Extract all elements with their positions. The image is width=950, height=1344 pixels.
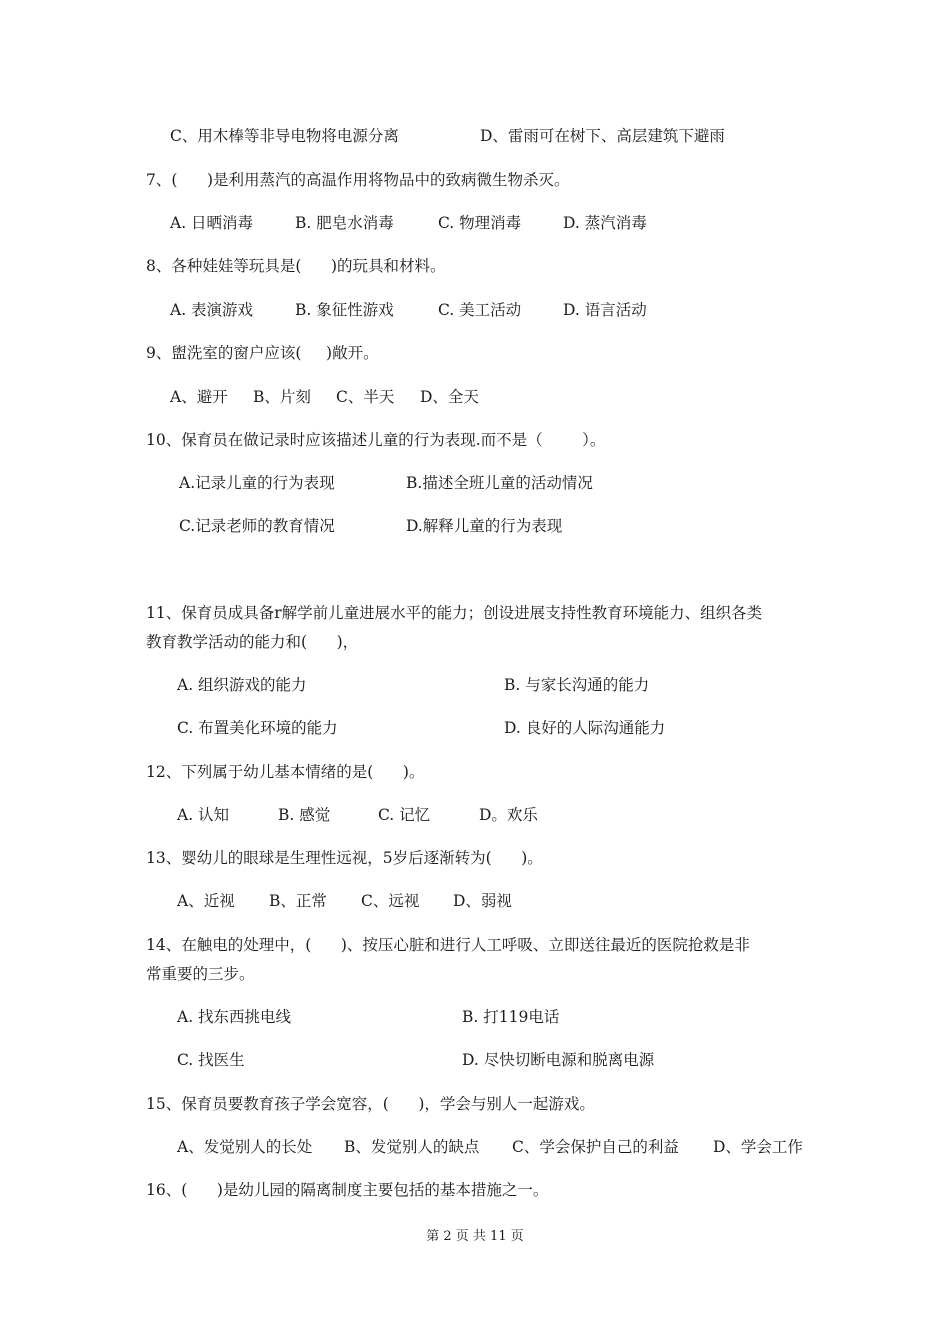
q8-stem: 8、各种娃娃等玩具是( )的玩具和材料。 (146, 257, 446, 275)
q13-option-c: C、远视 (361, 892, 420, 910)
q15-option-a: A、发觉别人的长处 (177, 1138, 313, 1156)
q14-option-c: C. 找医生 (177, 1051, 245, 1069)
q11-option-c: C. 布置美化环境的能力 (177, 719, 338, 737)
q10-option-b: B.描述全班儿童的活动情况 (406, 474, 593, 492)
q7-option-b: B. 肥皂水消毒 (295, 214, 394, 232)
q14-stem-line1: 14、在触电的处理中，( )、按压心脏和进行人工呼吸、立即送往最近的医院抢救是非 (146, 936, 750, 954)
q7-stem: 7、( )是利用蒸汽的高温作用将物品中的致病微生物杀灭。 (146, 171, 570, 189)
q11-stem-line1: 11、保育员成具备r解学前儿童进展水平的能力；创设进展支持性教育环境能力、组织各类 (146, 604, 763, 622)
q16-stem: 16、( )是幼儿园的隔离制度主要包括的基本措施之一。 (146, 1181, 549, 1199)
q14-stem-line2: 常重要的三步。 (146, 965, 255, 983)
q8-option-d: D. 语言活动 (563, 301, 647, 319)
q11-option-d: D. 良好的人际沟通能力 (504, 719, 666, 737)
q8-option-b: B. 象征性游戏 (295, 301, 394, 319)
q7-option-d: D. 蒸汽消毒 (563, 214, 647, 232)
q8-option-c: C. 美工活动 (438, 301, 522, 319)
q7-option-a: A. 日晒消毒 (170, 214, 254, 232)
q9-option-d: D、全天 (420, 388, 479, 406)
q10-stem: 10、保育员在做记录时应该描述儿童的行为表现.而不是（ ）。 (146, 431, 606, 449)
q13-option-d: D、弱视 (453, 892, 512, 910)
q15-option-b: B、发觉别人的缺点 (344, 1138, 480, 1156)
q11-option-a: A. 组织游戏的能力 (177, 676, 307, 694)
q15-option-d: D、学会工作 (713, 1138, 803, 1156)
q12-stem: 12、下列属于幼儿基本情绪的是( )。 (146, 763, 425, 781)
q9-stem: 9、盥洗室的窗户应该( )敞开。 (146, 344, 379, 362)
page-footer: 第 2 页 共 11 页 (426, 1229, 524, 1244)
q12-option-c: C. 记忆 (378, 806, 431, 824)
q9-option-c: C、半天 (336, 388, 395, 406)
q11-stem-line2: 教育教学活动的能力和( )， (146, 633, 359, 651)
q13-option-b: B、正常 (269, 892, 327, 910)
q7-option-c: C. 物理消毒 (438, 214, 522, 232)
q9-option-b: B、片刻 (253, 388, 311, 406)
q11-option-b: B. 与家长沟通的能力 (504, 676, 650, 694)
q10-option-c: C.记录老师的教育情况 (179, 517, 335, 535)
q6-option-c: C、用木棒等非导电物将电源分离 (170, 127, 399, 145)
q12-option-a: A. 认知 (177, 806, 230, 824)
q14-option-a: A. 找东西挑电线 (177, 1008, 292, 1026)
q14-option-b: B. 打119电话 (462, 1008, 560, 1026)
q10-option-a: A.记录儿童的行为表现 (179, 474, 335, 492)
q12-option-d: D。欢乐 (479, 806, 538, 824)
q6-option-d: D、雷雨可在树下、高层建筑下避雨 (480, 127, 725, 145)
q14-option-d: D. 尽快切断电源和脱离电源 (462, 1051, 655, 1069)
q15-stem: 15、保育员要教育孩子学会宽容，( )，学会与别人一起游戏。 (146, 1095, 595, 1113)
q10-option-d: D.解释儿童的行为表现 (406, 517, 563, 535)
q12-option-b: B. 感觉 (278, 806, 331, 824)
q13-stem: 13、婴幼儿的眼球是生理性远视，5岁后逐渐转为( )。 (146, 849, 543, 867)
q9-option-a: A、避开 (170, 388, 228, 406)
q15-option-c: C、学会保护自己的利益 (512, 1138, 679, 1156)
q13-option-a: A、近视 (177, 892, 235, 910)
q8-option-a: A. 表演游戏 (170, 301, 254, 319)
